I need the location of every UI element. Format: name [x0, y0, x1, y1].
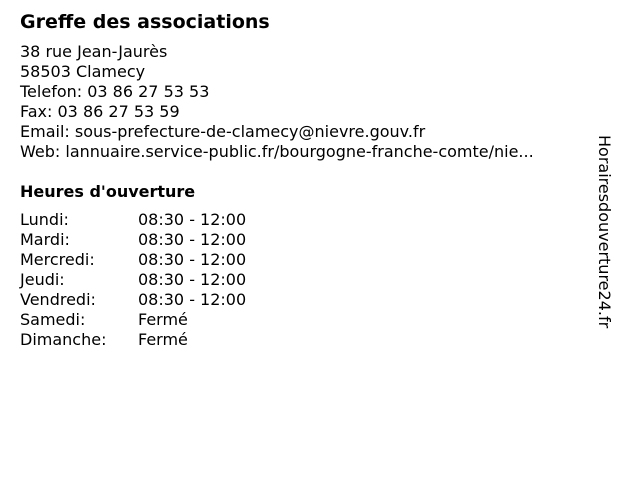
hours-row-sunday	[20, 330, 600, 350]
hours-row-saturday	[20, 310, 600, 330]
email-line	[20, 122, 600, 142]
hours-row-tuesday	[20, 230, 600, 250]
hours-heading: Heures d'ouverture	[20, 182, 196, 201]
fax-value: 03 86 27 53 59	[57, 102, 180, 121]
hours-row-monday	[20, 210, 600, 230]
site-watermark: Horairesdouverture24.fr	[595, 135, 614, 329]
email-value[interactable]: sous-prefecture-de-clamecy@nievre.gouv.fr	[74, 122, 426, 141]
phone-label: Telefon:	[20, 82, 83, 101]
hours-day: Samedi:	[20, 310, 86, 329]
hours-time: 08:30 - 12:00	[138, 250, 247, 269]
fax-label: Fax:	[20, 102, 53, 121]
hours-row-friday	[20, 290, 600, 310]
web-label: Web:	[20, 142, 61, 161]
hours-time: Fermé	[138, 330, 188, 349]
hours-day: Mercredi:	[20, 250, 95, 269]
address-street: 38 rue Jean-Jaurès	[20, 42, 168, 61]
address-city: 58503 Clamecy	[20, 62, 146, 81]
hours-time: 08:30 - 12:00	[138, 290, 247, 309]
hours-time: 08:30 - 12:00	[138, 270, 247, 289]
hours-day: Mardi:	[20, 230, 70, 249]
phone-value[interactable]: 03 86 27 53 53	[87, 82, 210, 101]
hours-day: Jeudi:	[20, 270, 65, 289]
page-title: Greffe des associations	[20, 11, 270, 33]
web-line	[20, 142, 600, 162]
hours-row-thursday	[20, 270, 600, 290]
listing-card	[20, 10, 600, 350]
hours-day: Dimanche:	[20, 330, 107, 349]
hours-time: Fermé	[138, 310, 188, 329]
hours-day: Vendredi:	[20, 290, 96, 309]
hours-time: 08:30 - 12:00	[138, 210, 247, 229]
web-link[interactable]: lannuaire.service-public.fr/bourgogne-franche-comte/nie...	[65, 142, 534, 161]
fax-line	[20, 102, 600, 122]
hours-time: 08:30 - 12:00	[138, 230, 247, 249]
email-label: Email:	[20, 122, 70, 141]
hours-day: Lundi:	[20, 210, 69, 229]
hours-row-wednesday	[20, 250, 600, 270]
phone-line	[20, 82, 600, 102]
